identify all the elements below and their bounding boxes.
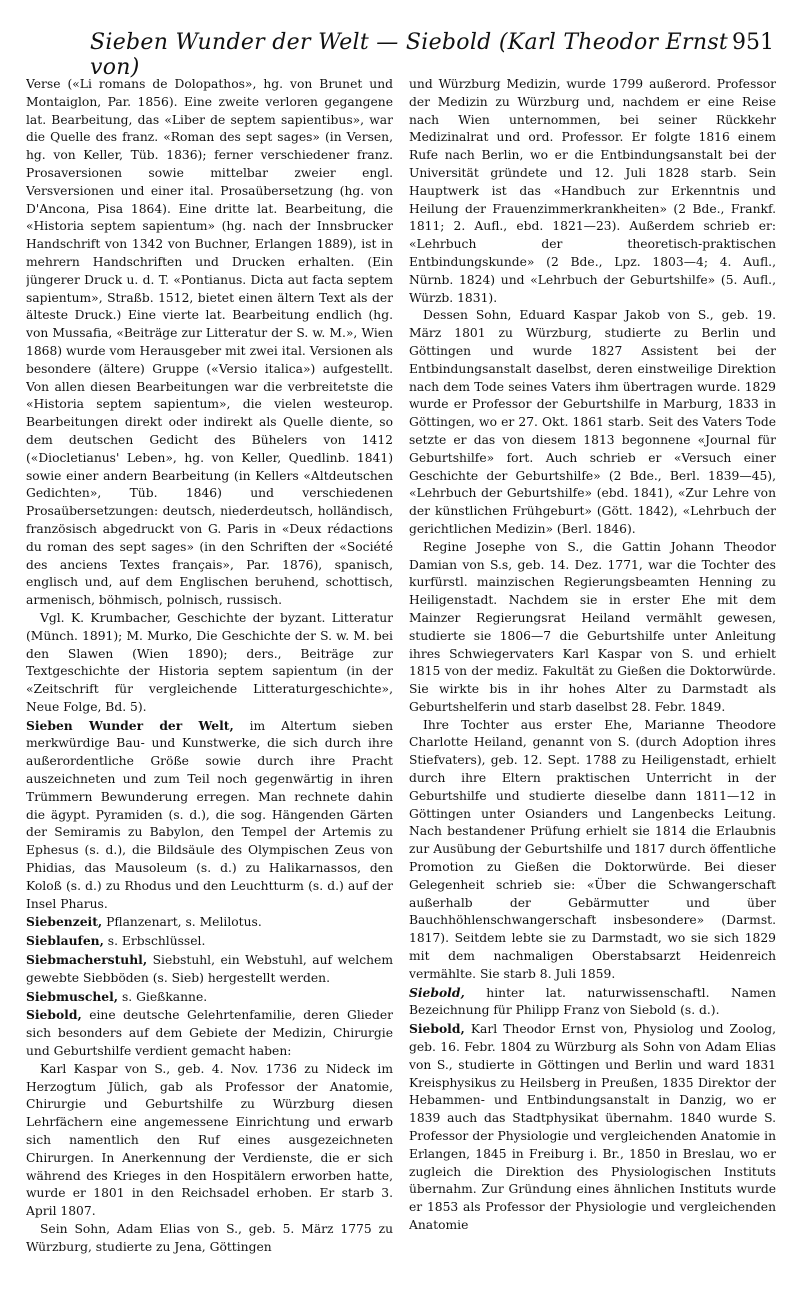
entry-sieblaufen [26,932,393,951]
entry-headword: Siebenzeit, [26,914,103,930]
entry-text: Karl Theodor Ernst von, Physiolog und Zoolog, geb. 16. Febr. 1804 zu Würzburg als Sohn von Adam Elias von S., studierte in Göttingen und Berlin und ward 1831 Kreisphysikus zu Heilsberg in Preußen, 1835 Direktor der Hebammen- und Entbindungsanstalt in Danzig, wo er 1839 auch das Stadtphysikat übernahm. 1840 wurde S. Professor der Physiologie und vergleichenden Anatomie in Erlangen, 1845 in Freiburg i. Br., 1850 in Breslau, wo er zugleich die Direktion des Physiologischen Instituts übernahm. Zur Gründung eines ähnlichen Instituts wurde er 1853 als Professor der Physiologie und vergleichenden Anatomie [409,1022,776,1232]
text-columns [26,76,776,1295]
entry-siebmacherstuhl [26,951,393,988]
entry-text: hinter lat. naturwissenschaftl. Namen Bezeichnung für Philipp Franz von Siebold (s. d.). [409,985,776,1018]
entry-headword: Siebold, [26,1007,82,1023]
entry-headword: Sieben Wunder der Welt, [26,717,234,733]
entry-siebold-family [26,1006,393,1060]
entry-sieben-wunder [26,717,393,914]
entry-headword: Siebold, [409,1021,465,1037]
entry-text: s. Gießkanne. [118,989,208,1004]
paragraph: Sein Sohn, Adam Elias von S., geb. 5. März 1775 zu Würzburg, studierte zu Jena, Göttingen [26,1222,393,1254]
entry-headword: Siebmacherstuhl, [26,952,148,968]
entry-headword: Siebmuschel, [26,988,119,1004]
entry-text: im Altertum sieben merkwürdige Bau- und Kunstwerke, die sich durch ihre außerordentliche Größe sowie durch ihre Pracht auszeichneten und zum Teil noch gegenwärtig in ihren Trümmern Bewunderung erregen. Man rechnete dahin die ägypt. Pyramiden (s. d.), die sog. Hängenden Gärten der Semiramis zu Babylon, den Tempel der Artemis zu Ephesus (s. d.), die Bildsäule des Olympischen Zeus von Phidias, das Mausoleum (s. d.) zu Halikarnassos, den Koloß (s. d.) zu Rhodus und den Leuchtturm (s. d.) auf der Insel Pharus. [26,718,393,911]
paragraph: Verse («Li romans de Dolopathos», hg. von Brunet und Montaiglon, Par. 1856). Eine zweite verloren gegangene lat. Bearbeitung, das «Liber de septem sapientibus», war die Quelle des franz. «Roman des sept sages» (in Versen, hg. von Keller, Tüb. 1836); ferner verschiedener franz. Prosaversionen sowie mittelbar zweier engl. Versversionen und einer ital. Prosaübersetzung (hg. von D'Ancona, Pisa 1864). Eine dritte lat. Bearbeitung, die «Historia septem sapientum» (hg. nach der Innsbrucker Handschrift von 1342 von Buchner, Erlangen 1889), ist in mehrern Handschriften und Drucken erhalten. (Ein jüngerer Druck u. d. T. «Pontianus. Dicta aut facta septem sapientum», Straßb. 1512, bietet einen ältern Text als der älteste Druck.) Eine vierte lat. Bearbeitung endlich (hg. von Mussafia, «Beiträge zur Litteratur der S. w. M.», Wien 1868) wurde vom Herausgeber mit zwei ital. Versionen als besondere (ältere) Gruppe («Versio italica») aufgestellt. Von allen diesen Bearbeitungen war die verbreitetste die «Historia septem sapientum», die vielen westeurop. Bearbeitungen direkt oder indirekt als Quelle diente, so dem deutschen Gedicht des Bühelers von 1412 («Diocletianus' Leben», hg. von Keller, Quedlinb. 1841) sowie einer andern Bearbeitung (in Kellers «Altdeutschen Gedichten», Tüb. 1846) und verschiedenen Prosaübersetzungen: deutsch, niederdeutsch, holländisch, französisch abgedruckt von G. Paris in «Deux rédactions du roman des sept sages» (in den Schriften der «Société des anciens Textes français», Par. 1876), spanisch, englisch und, auf dem Englischen beruhend, schottisch, armenisch, böhmisch, polnisch, russisch. [26,77,393,608]
entry-siebmuschel [26,988,393,1007]
paragraph: Ihre Tochter aus erster Ehe, Marianne Theodore Charlotte Heiland, genannt von S. (durch Adoption ihres Stiefvaters), geb. 12. Sept. 1788 zu Heiligenstadt, erhielt durch ihre Eltern praktischen Unterricht in der Geburtshilfe und studierte dieselbe dann 1811—12 in Göttingen unter Osianders und Langenbecks Leitung. Nach bestandener Prüfung erhielt sie 1814 die Erlaubnis zur Ausübung der Geburtshilfe und 1817 durch öffentliche Promotion zu Gießen die Doktorwürde. Bei dieser Gelegenheit schrieb sie: «Über die Schwangerschaft außerhalb der Gebärmutter und über Bauchhöhlenschwangerschaft insbesondere» (Darmst. 1817). Seitdem lebte sie zu Darmstadt, wo sie sich 1829 mit dem nachmaligen Oberstabsarzt Heidenreich vermählte. Sie starb 8. Juli 1859. [409,717,776,981]
entry-headword: Siebold, [409,984,465,1000]
header-title: Sieben Wunder der Welt — Siebold (Karl Theodor Ernst von) [90,30,729,80]
entry-headword: Sieblaufen, [26,933,104,949]
bibliography-paragraph: Vgl. K. Krumbacher, Geschichte der byzant. Litteratur (Münch. 1891); M. Murko, Die Geschichte der S. w. M. bei den Slawen (Wien 1890); ders., Beiträge zur Textgeschichte der Historia septem sapientum (in der «Zeitschrift für vergleichende Litteraturgeschichte», Neue Folge, Bd. 5). [26,610,393,714]
page-number: 951 [732,30,774,55]
right-column [409,76,776,1295]
paragraph: Dessen Sohn, Eduard Kaspar Jakob von S., geb. 19. März 1801 zu Würzburg, studierte zu Berlin und Göttingen und wurde 1827 Assistent bei der Entbindungsanstalt daselbst, deren einstweilige Direktion nach dem Tode seines Vaters ihm übertragen wurde. 1829 wurde er Professor der Geburtshilfe in Marburg, 1833 in Göttingen, wo er 27. Okt. 1861 starb. Seit des Vaters Tode setzte er das von diesem 1813 begonnene «Journal für Geburtshilfe» fort. Auch schrieb er «Versuch einer Geschichte der Geburtshilfe» (2 Bde., Berl. 1839—45), «Lehrbuch der Geburtshilfe» (ebd. 1841), «Zur Lehre von der künstlichen Frühgeburt» (Gött. 1842), «Lehrbuch der gerichtlichen Medizin» (Berl. 1846). [409,308,776,536]
left-column [26,76,393,1295]
entry-siebold-abbrev [409,984,776,1021]
paragraph: Karl Kaspar von S., geb. 4. Nov. 1736 zu Nideck im Herzogtum Jülich, gab als Professor der Anatomie, Chirurgie und Geburtshilfe zu Würzburg diesen Lehrfächern eine angemessene Einrichtung und erwarb sich namentlich den Ruf eines ausgezeichneten Chirurgen. In Anerkennung der Verdienste, die er sich während des Krieges in den Hospitälern erworben hatte, wurde er 1801 in den Reichsadel erhoben. Er starb 3. April 1807. [26,1061,393,1219]
entry-text: Pflanzenart, s. Melilotus. [102,915,262,930]
entry-text: eine deutsche Gelehrtenfamilie, deren Glieder sich besonders auf dem Gebiete der Medizin, Chirurgie und Geburtshilfe verdient gemacht haben: [26,1008,393,1059]
entry-text: s. Erbschlüssel. [103,934,206,949]
entry-text: Siebstuhl, ein Webstuhl, auf welchem gewebte Siebböden (s. Sieb) hergestellt werden. [26,953,393,985]
running-header [90,30,774,80]
paragraph: und Würzburg Medizin, wurde 1799 außerord. Professor der Medizin zu Würzburg und, nachdem er eine Reise nach Wien unternommen, bei seiner Rückkehr Medizinalrat und ord. Professor. Er folgte 1816 einem Rufe nach Berlin, wo er die Entbindungsanstalt bei der Universität gründete und 12. Juli 1828 starb. Sein Hauptwerk ist das «Handbuch zur Erkenntnis und Heilung der Frauenzimmerkrankheiten» (2 Bde., Frankf. 1811; 2. Aufl., ebd. 1821—23). Außerdem schrieb er: «Lehrbuch der theoretisch-praktischen Entbindungskunde» (2 Bde., Lpz. 1803—4; 4. Aufl., Nürnb. 1824) und «Lehrbuch der Geburtshilfe» (5. Aufl., Würzb. 1831). [409,77,776,305]
entry-siebenzeit [26,913,393,932]
entry-siebold-karl-theodor [409,1020,776,1235]
paragraph: Regine Josephe von S., die Gattin Johann Theodor Damian von S.s, geb. 14. Dez. 1771, war die Tochter des kurfürstl. mainzischen Regierungsbeamten Henning zu Heiligenstadt. Nachdem sie in erster Ehe mit dem Mainzer Regierungsrat Heiland vermählt gewesen, studierte sie 1806—7 die Geburtshilfe unter Anleitung ihres Schwiegervaters Karl Kaspar von S. und erhielt 1815 von der mediz. Fakultät zu Gießen die Doktorwürde. Sie wirkte bis in ihr hohes Alter zu Darmstadt als Geburtshelferin und starb daselbst 28. Febr. 1849. [409,539,776,714]
